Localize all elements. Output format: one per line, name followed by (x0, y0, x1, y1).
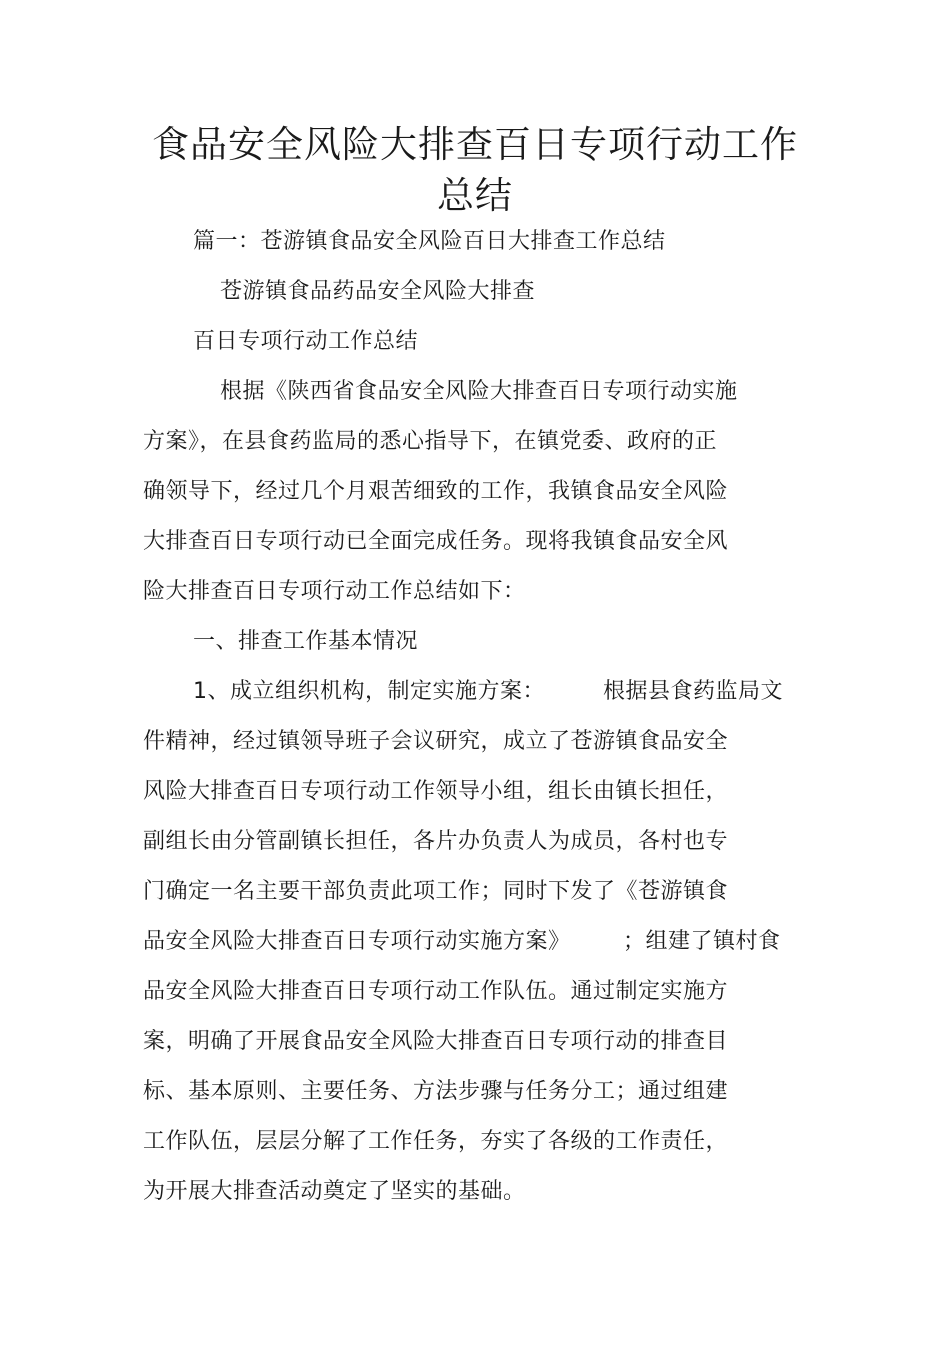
paragraph-line: 风险大排查百日专项行动工作领导小组，组长由镇长担任， (143, 779, 729, 804)
paragraph-line: 确领导下，经过几个月艰苦细致的工作，我镇食品安全风险 (143, 479, 729, 504)
paragraph-line: 件精神，经过镇领导班子会议研究，成立了苍游镇食品安全 (143, 729, 729, 754)
subtitle-line-1: 苍游镇食品药品安全风险大排查 (220, 279, 536, 304)
paragraph-line: 大排查百日专项行动已全面完成任务。现将我镇食品安全风 (143, 529, 729, 554)
paragraph-line: 门确定一名主要干部负责此项工作；同时下发了《苍游镇食 (143, 879, 729, 904)
paragraph-line: ；组建了镇村食 (623, 929, 781, 954)
document-title-line-1: 食品安全风险大排查百日专项行动工作 (152, 123, 798, 166)
paragraph-line: 工作队伍，层层分解了工作任务，夯实了各级的工作责任， (143, 1129, 729, 1154)
subtitle-line-2: 百日专项行动工作总结 (193, 329, 419, 354)
paragraph-line: 险大排查百日专项行动工作总结如下： (143, 579, 526, 604)
paragraph-line: 品安全风险大排查百日专项行动工作队伍。通过制定实施方 (143, 979, 729, 1004)
paragraph-line: 案，明确了开展食品安全风险大排查百日专项行动的排查目 (143, 1029, 729, 1054)
paragraph-line: 根据县食药监局文 (603, 679, 784, 704)
paragraph-line: 为开展大排查活动奠定了坚实的基础。 (143, 1179, 526, 1204)
subsection-title: 1、成立组织机构，制定实施方案： (193, 679, 545, 704)
document-title-line-2: 总结 (437, 174, 513, 217)
paragraph-line: 标、基本原则、主要任务、方法步骤与任务分工；通过组建 (143, 1079, 729, 1104)
paragraph-line: 方案》，在县食药监局的悉心指导下，在镇党委、政府的正 (143, 429, 718, 454)
paragraph-line: 品安全风险大排查百日专项行动实施方案》 (143, 929, 571, 954)
section-title: 一、排查工作基本情况 (193, 629, 419, 654)
paragraph-line: 副组长由分管副镇长担任，各片办负责人为成员，各村也专 (143, 829, 729, 854)
paragraph-line: 根据《陕西省食品安全风险大排查百日专项行动实施 (220, 379, 738, 404)
section-heading: 篇一：苍游镇食品安全风险百日大排查工作总结 (193, 229, 666, 254)
